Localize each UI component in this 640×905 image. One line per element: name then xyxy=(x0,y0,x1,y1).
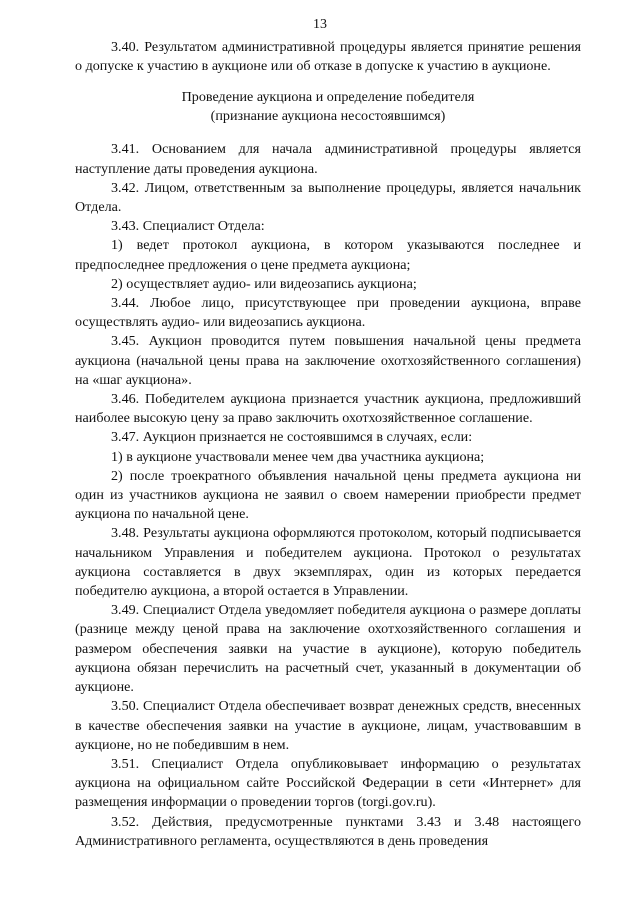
paragraph-3-48: 3.48. Результаты аукциона оформляются протоколом, который подписывается начальником Управления и победителем аукциона. Протокол о результатах аукциона составляется в двух экземплярах, один из которых передается победителю аукциона, а второй остается в Управлении. xyxy=(75,525,581,600)
section-heading-line-2: (признание аукциона несостоявшимся) xyxy=(210,108,446,125)
paragraph-3-42: 3.42. Лицом, ответственным за выполнение процедуры, является начальник Отдела. xyxy=(75,179,581,216)
paragraph-3-47-item-1: 1) в аукционе участвовали менее чем два участника аукциона; xyxy=(111,448,485,465)
paragraph-3-40: 3.40. Результатом административной процедуры является принятие решения о допуске к участию в аукционе или об отказе в допуске к участию в аукционе. xyxy=(75,39,581,75)
section-heading-line-1: Проведение аукциона и определение победителя xyxy=(181,89,475,106)
paragraph-3-49: 3.49. Специалист Отдела уведомляет победителя аукциона о размере доплаты (разнице между ценой права на заключение охотхозяйственного соглашения и размером обеспечения заявки на участие в аукционе), которую победитель аукциона обязан перечислить на расчетный счет, указанный в документации об аукционе. xyxy=(75,602,581,696)
document-body xyxy=(75,38,581,851)
paragraph-3-45: 3.45. Аукцион проводится путем повышения начальной цены предмета аукциона (начальной цены права на заключение охотхозяйственного соглашения) на «шаг аукциона». xyxy=(75,333,581,388)
paragraph-3-50: 3.50. Специалист Отдела обеспечивает возврат денежных средств, внесенных в качестве обеспечения заявки на участие в аукционе, лицам, участвовавшим в аукционе, но не победившим в нем. xyxy=(75,698,581,753)
paragraph-3-43-item-2: 2) осуществляет аудио- или видеозапись аукциона; xyxy=(111,275,417,292)
paragraph-3-43: 3.43. Специалист Отдела: xyxy=(111,218,265,235)
paragraph-3-46: 3.46. Победителем аукциона признается участник аукциона, предложивший наиболее высокую цену за право заключить охотхозяйственное соглашение. xyxy=(75,391,581,427)
paragraph-3-47: 3.47. Аукцион признается не состоявшимся в случаях, если: xyxy=(111,429,473,446)
paragraph-3-44: 3.44. Любое лицо, присутствующее при проведении аукциона, вправе осуществлять аудио- или видеозапись аукциона. xyxy=(75,295,581,331)
paragraph-3-51: 3.51. Специалист Отдела опубликовывает информацию о результатах аукциона на официальном сайте Российской Федерации в сети «Интернет» для размещения информации о проведении торгов (torgi.gov.ru). xyxy=(75,755,581,811)
paragraph-3-41: 3.41. Основанием для начала административной процедуры является наступление даты проведения аукциона. xyxy=(75,141,581,177)
paragraph-3-47-item-2: 2) после троекратного объявления начальной цены предмета аукциона ни один из участников аукциона не заявил о своем намерении приобрести предмет аукциона по начальной цене. xyxy=(75,467,581,523)
page-number: 13 xyxy=(313,17,327,32)
paragraph-3-43-item-1: 1) ведет протокол аукциона, в котором указываются последнее и предпоследнее предложения о цене предмета аукциона; xyxy=(75,237,581,273)
section-heading xyxy=(75,88,581,126)
paragraph-3-52: 3.52. Действия, предусмотренные пунктами 3.43 и 3.48 настоящего Административного регламента, осуществляются в день проведения xyxy=(75,813,581,849)
